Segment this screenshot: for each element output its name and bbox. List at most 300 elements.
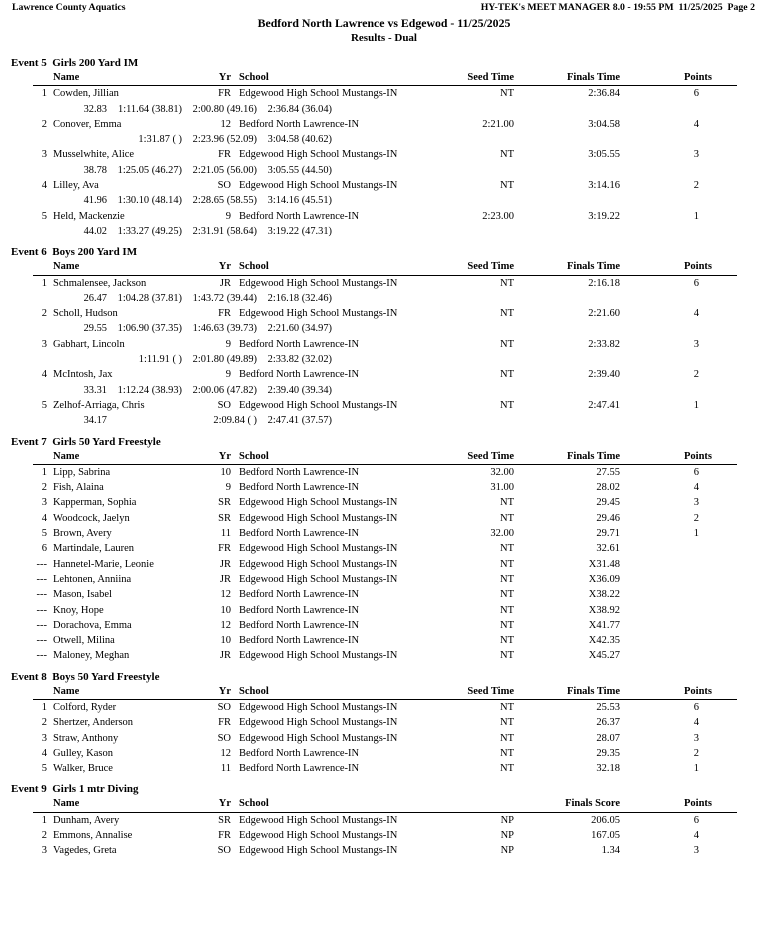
- yr-cell: FR: [218, 543, 231, 555]
- school-cell: Bedford North Lawrence-IN: [239, 369, 360, 381]
- place-cell: 3: [41, 497, 47, 509]
- result-row: [33, 480, 737, 495]
- column-header-points: Points: [683, 72, 712, 83]
- finals-cell: X42.35: [588, 635, 620, 647]
- place-cell: 5: [41, 210, 47, 222]
- split-cell: 44.02: [83, 225, 107, 237]
- school-cell: Edgewood High School Mustangs-IN: [239, 180, 398, 192]
- name-cell: Zelhof-Arriaga, Chris: [53, 399, 145, 411]
- school-cell: Edgewood High School Mustangs-IN: [239, 814, 398, 826]
- seed-cell: NT: [500, 573, 514, 585]
- result-row: [33, 541, 737, 556]
- place-cell: 3: [41, 149, 47, 161]
- column-header-school: School: [239, 685, 269, 697]
- points-cell: [620, 618, 737, 633]
- seed-cell: NT: [500, 619, 514, 631]
- column-header-place: [33, 449, 47, 464]
- split-cell: 2:00.80 (49.16): [192, 103, 257, 115]
- points-cell: [620, 648, 737, 663]
- result-row: [33, 465, 737, 480]
- name-cell: Otwell, Milina: [53, 635, 115, 647]
- column-header-name: Name: [53, 261, 80, 273]
- column-header-place: [33, 259, 47, 274]
- finals-cell: 29.35: [596, 747, 620, 759]
- column-header-row: [33, 796, 737, 812]
- split-cell: 2:00.06 (47.82): [192, 384, 257, 396]
- result-row: [33, 700, 737, 715]
- split-cell: 1:31.87 ( ): [138, 134, 182, 146]
- split-cell: 2:36.84 (36.04): [267, 103, 332, 115]
- yr-cell: 12: [220, 118, 231, 130]
- splits-row: [33, 193, 768, 208]
- finals-cell: 29.46: [596, 512, 620, 524]
- school-cell: Edgewood High School Mustangs-IN: [239, 543, 398, 555]
- finals-cell: 3:04.58: [588, 118, 620, 130]
- event-section: [0, 56, 768, 239]
- finals-cell: 2:33.82: [588, 338, 620, 350]
- result-row: [33, 557, 737, 572]
- seed-cell: 31.00: [490, 482, 514, 494]
- name-cell: Kapperman, Sophia: [53, 497, 137, 509]
- points-cell: [620, 603, 737, 618]
- column-header-seed: Seed Time: [467, 450, 514, 462]
- column-header-yr: Yr: [218, 685, 231, 697]
- splits-row: [33, 383, 768, 398]
- result-row: [33, 117, 737, 132]
- event-title: Event 5 Girls 200 Yard IM: [11, 57, 139, 69]
- column-header-school: School: [239, 261, 269, 273]
- split-cell: 3:04.58 (40.62): [267, 134, 332, 146]
- name-cell: Mason, Isabel: [53, 589, 112, 601]
- split-cell: 1:25.05 (46.27): [117, 164, 182, 176]
- event-title: Event 9 Girls 1 mtr Diving: [11, 783, 139, 796]
- place-cell: 2: [41, 482, 47, 494]
- column-header-points: Points: [683, 685, 712, 697]
- school-cell: Edgewood High School Mustangs-IN: [239, 558, 398, 570]
- points-cell: 3: [693, 338, 699, 350]
- seed-cell: NT: [500, 308, 514, 320]
- place-cell: ---: [36, 604, 47, 616]
- school-cell: Bedford North Lawrence-IN: [239, 528, 360, 540]
- school-cell: Bedford North Lawrence-IN: [239, 589, 360, 601]
- result-row: [33, 178, 737, 193]
- seed-cell: NT: [500, 497, 514, 509]
- event-section: [0, 245, 768, 428]
- points-cell: 4: [693, 118, 699, 130]
- points-cell: 6: [693, 814, 699, 826]
- split-cell: 33.31: [83, 384, 107, 396]
- yr-cell: SO: [217, 732, 231, 744]
- split-cell: 2:21.60 (34.97): [267, 323, 332, 335]
- school-cell: Edgewood High School Mustangs-IN: [239, 512, 398, 524]
- name-cell: McIntosh, Jax: [53, 369, 113, 381]
- points-cell: 1: [693, 210, 699, 222]
- result-row: [33, 572, 737, 587]
- name-cell: Woodcock, Jaelyn: [53, 512, 130, 524]
- split-cell: 3:14.16 (45.51): [267, 195, 332, 207]
- seed-cell: NP: [500, 814, 514, 826]
- split-cell: 1:46.63 (39.73): [192, 323, 257, 335]
- seed-cell: NT: [500, 149, 514, 161]
- split-cell: 2:33.82 (32.02): [267, 354, 332, 366]
- result-row: [33, 337, 737, 352]
- school-cell: Edgewood High School Mustangs-IN: [239, 845, 398, 857]
- finals-cell: 206.05: [591, 814, 620, 826]
- school-cell: Edgewood High School Mustangs-IN: [239, 149, 398, 161]
- org-name: Lawrence County Aquatics: [12, 2, 126, 13]
- points-cell: [620, 587, 737, 602]
- school-cell: Bedford North Lawrence-IN: [239, 210, 360, 222]
- seed-cell: NP: [500, 830, 514, 842]
- finals-cell: 167.05: [591, 830, 620, 842]
- place-cell: 2: [41, 830, 47, 842]
- yr-cell: 9: [225, 482, 231, 494]
- yr-cell: 9: [225, 369, 231, 381]
- yr-cell: 10: [220, 604, 231, 616]
- column-header-row: [33, 684, 737, 700]
- place-cell: ---: [36, 619, 47, 631]
- name-cell: Dorachova, Emma: [53, 619, 132, 631]
- place-cell: 1: [41, 814, 47, 826]
- school-cell: Edgewood High School Mustangs-IN: [239, 88, 398, 100]
- name-cell: Lipp, Sabrina: [53, 466, 111, 478]
- place-cell: 5: [41, 763, 47, 775]
- finals-cell: 2:47.41: [588, 399, 620, 411]
- place-cell: ---: [36, 589, 47, 601]
- split-cell: 3:19.22 (47.31): [267, 225, 332, 237]
- column-header-name: Name: [53, 798, 80, 810]
- result-row: [33, 147, 737, 162]
- finals-cell: 2:16.18: [588, 277, 620, 289]
- splits-row: [33, 163, 768, 178]
- seed-cell: NT: [500, 763, 514, 775]
- result-row: [33, 495, 737, 510]
- split-cell: 2:09.84 ( ): [213, 415, 257, 427]
- result-row: [33, 828, 737, 843]
- place-cell: 1: [41, 88, 47, 100]
- yr-cell: SR: [218, 497, 231, 509]
- splits-row: [33, 291, 768, 306]
- split-cell: 2:47.41 (37.57): [267, 415, 332, 427]
- name-cell: Martindale, Lauren: [53, 543, 135, 555]
- split-cell: 38.78: [83, 164, 107, 176]
- column-header-finals: Finals Time: [567, 72, 620, 83]
- split-cell: 1:04.28 (37.81): [117, 292, 182, 304]
- name-cell: Straw, Anthony: [53, 732, 119, 744]
- place-cell: 3: [41, 845, 47, 857]
- seed-cell: NT: [500, 635, 514, 647]
- yr-cell: SR: [218, 512, 231, 524]
- seed-cell: NT: [500, 747, 514, 759]
- place-cell: 5: [41, 528, 47, 540]
- points-cell: [620, 541, 737, 556]
- finals-cell: 1.34: [601, 845, 620, 857]
- seed-cell: 2:21.00: [482, 118, 514, 130]
- school-cell: Edgewood High School Mustangs-IN: [239, 650, 398, 662]
- points-cell: 1: [693, 763, 699, 775]
- event-title: Event 7 Girls 50 Yard Freestyle: [11, 435, 161, 448]
- points-cell: 4: [693, 830, 699, 842]
- column-header-yr: Yr: [218, 72, 231, 83]
- points-cell: 1: [693, 528, 699, 540]
- result-row: [33, 276, 737, 291]
- place-cell: 1: [41, 466, 47, 478]
- school-cell: Edgewood High School Mustangs-IN: [239, 399, 398, 411]
- place-cell: ---: [36, 635, 47, 647]
- column-header-finals: Finals Time: [567, 261, 620, 273]
- school-cell: Edgewood High School Mustangs-IN: [239, 717, 398, 729]
- column-header-name: Name: [53, 450, 80, 462]
- yr-cell: FR: [218, 88, 231, 100]
- school-cell: Edgewood High School Mustangs-IN: [239, 732, 398, 744]
- name-cell: Dunham, Avery: [53, 814, 120, 826]
- seed-cell: NT: [500, 717, 514, 729]
- name-cell: Colford, Ryder: [53, 701, 117, 713]
- finals-cell: 27.55: [596, 466, 620, 478]
- finals-cell: 26.37: [596, 717, 620, 729]
- place-cell: ---: [36, 558, 47, 570]
- yr-cell: 10: [220, 635, 231, 647]
- finals-cell: 3:14.16: [588, 180, 620, 192]
- finals-cell: 32.18: [596, 763, 620, 775]
- split-cell: [33, 132, 107, 147]
- event-section: [0, 435, 768, 664]
- school-cell: Edgewood High School Mustangs-IN: [239, 573, 398, 585]
- splits-row: [33, 413, 768, 428]
- place-cell: 4: [41, 747, 47, 759]
- seed-cell: 2:23.00: [482, 210, 514, 222]
- seed-cell: NT: [500, 589, 514, 601]
- split-cell: 1:33.27 (49.25): [117, 225, 182, 237]
- school-cell: Bedford North Lawrence-IN: [239, 604, 360, 616]
- page-header: [0, 0, 768, 14]
- result-row: [33, 633, 737, 648]
- seed-cell: NT: [500, 558, 514, 570]
- result-row: [33, 587, 737, 602]
- name-cell: Shertzer, Anderson: [53, 717, 134, 729]
- school-cell: Bedford North Lawrence-IN: [239, 763, 360, 775]
- seed-cell: NT: [500, 650, 514, 662]
- school-cell: Bedford North Lawrence-IN: [239, 482, 360, 494]
- name-cell: Fish, Alaina: [53, 482, 104, 494]
- yr-cell: 11: [220, 763, 231, 775]
- school-cell: Bedford North Lawrence-IN: [239, 466, 360, 478]
- place-cell: 1: [41, 701, 47, 713]
- split-cell: 29.55: [83, 323, 107, 335]
- splits-row: [33, 132, 768, 147]
- yr-cell: FR: [218, 717, 231, 729]
- points-cell: 2: [693, 512, 699, 524]
- split-cell: 41.96: [83, 195, 107, 207]
- result-row: [33, 511, 737, 526]
- seed-cell: NT: [500, 88, 514, 100]
- result-row: [33, 618, 737, 633]
- seed-cell: NT: [500, 369, 514, 381]
- points-cell: 2: [693, 747, 699, 759]
- name-cell: Schmalensee, Jackson: [53, 277, 147, 289]
- school-cell: Edgewood High School Mustangs-IN: [239, 497, 398, 509]
- yr-cell: JR: [219, 277, 231, 289]
- yr-cell: 10: [220, 466, 231, 478]
- name-cell: Gabhart, Lincoln: [53, 338, 125, 350]
- result-row: [33, 86, 737, 101]
- finals-cell: X38.92: [588, 604, 620, 616]
- points-cell: 2: [693, 369, 699, 381]
- column-header-points: Points: [683, 798, 712, 810]
- finals-cell: 3:19.22: [588, 210, 620, 222]
- school-cell: Edgewood High School Mustangs-IN: [239, 830, 398, 842]
- place-cell: 2: [41, 717, 47, 729]
- result-row: [33, 367, 737, 382]
- seed-cell: NT: [500, 277, 514, 289]
- finals-cell: 28.07: [596, 732, 620, 744]
- column-header-points: Points: [683, 450, 712, 462]
- points-cell: 3: [693, 149, 699, 161]
- yr-cell: 9: [225, 210, 231, 222]
- result-row: [33, 603, 737, 618]
- meet-title: Bedford North Lawrence vs Edgewod - 11/25/2025: [257, 16, 511, 30]
- split-cell: 2:23.96 (52.09): [192, 134, 257, 146]
- finals-cell: 2:36.84: [588, 88, 620, 100]
- split-cell: 1:11.64 (38.81): [118, 103, 182, 115]
- seed-cell: 32.00: [490, 528, 514, 540]
- finals-cell: X45.27: [588, 650, 620, 662]
- event-section: [0, 670, 768, 777]
- finals-cell: 2:39.40: [588, 369, 620, 381]
- school-cell: Bedford North Lawrence-IN: [239, 747, 360, 759]
- seed-cell: 32.00: [490, 466, 514, 478]
- finals-cell: X41.77: [588, 619, 620, 631]
- result-row: [33, 398, 737, 413]
- column-header-finals: Finals Score: [565, 798, 620, 810]
- column-header-school: School: [239, 72, 269, 83]
- place-cell: 2: [41, 308, 47, 320]
- splits-row: [33, 224, 768, 239]
- finals-cell: X31.48: [588, 558, 620, 570]
- results-subtitle: Results - Dual: [350, 32, 417, 44]
- column-header-seed: Seed Time: [467, 261, 514, 273]
- column-header-school: School: [239, 798, 269, 810]
- column-header-yr: Yr: [218, 450, 231, 462]
- yr-cell: 12: [220, 747, 231, 759]
- column-header-row: [33, 259, 737, 275]
- school-cell: Bedford North Lawrence-IN: [239, 635, 360, 647]
- yr-cell: JR: [219, 558, 231, 570]
- points-cell: 6: [693, 88, 699, 100]
- split-cell: 1:30.10 (48.14): [117, 195, 182, 207]
- school-cell: Bedford North Lawrence-IN: [239, 118, 360, 130]
- split-cell: 2:21.05 (56.00): [192, 164, 257, 176]
- split-cell: 34.17: [83, 415, 107, 427]
- points-cell: 3: [693, 732, 699, 744]
- name-cell: Lilley, Ava: [53, 180, 99, 192]
- yr-cell: SO: [217, 701, 231, 713]
- place-cell: 4: [41, 512, 47, 524]
- school-cell: Edgewood High School Mustangs-IN: [239, 308, 398, 320]
- result-row: [33, 648, 737, 663]
- place-cell: 4: [41, 180, 47, 192]
- points-cell: 2: [693, 180, 699, 192]
- yr-cell: SO: [217, 399, 231, 411]
- yr-cell: 11: [220, 528, 231, 540]
- place-cell: 3: [41, 338, 47, 350]
- event-section: [0, 782, 768, 858]
- seed-cell: NT: [500, 512, 514, 524]
- finals-cell: 2:21.60: [588, 308, 620, 320]
- result-row: [33, 306, 737, 321]
- split-cell: 1:12.24 (38.93): [117, 384, 182, 396]
- name-cell: Walker, Bruce: [53, 763, 113, 775]
- yr-cell: SO: [217, 180, 231, 192]
- result-row: [33, 731, 737, 746]
- name-cell: Knoy, Hope: [53, 604, 104, 616]
- event-title: Event 8 Boys 50 Yard Freestyle: [11, 670, 160, 683]
- result-row: [33, 843, 737, 858]
- school-cell: Edgewood High School Mustangs-IN: [239, 701, 398, 713]
- column-header-row: [33, 70, 737, 86]
- seed-cell: NT: [500, 338, 514, 350]
- name-cell: Emmons, Annalise: [53, 830, 133, 842]
- finals-cell: X38.22: [588, 589, 620, 601]
- result-row: [33, 526, 737, 541]
- yr-cell: SO: [217, 845, 231, 857]
- result-row: [33, 813, 737, 828]
- points-cell: 4: [693, 482, 699, 494]
- column-header-finals: Finals Time: [567, 685, 620, 697]
- column-header-seed: Seed Time: [467, 685, 514, 697]
- name-cell: Vagedes, Greta: [53, 845, 117, 857]
- finals-cell: 25.53: [596, 701, 620, 713]
- split-cell: [107, 413, 182, 428]
- school-cell: Bedford North Lawrence-IN: [239, 619, 360, 631]
- yr-cell: 12: [220, 589, 231, 601]
- column-header-name: Name: [53, 72, 80, 83]
- points-cell: 6: [693, 466, 699, 478]
- place-cell: 3: [41, 732, 47, 744]
- place-cell: 5: [41, 399, 47, 411]
- yr-cell: JR: [219, 650, 231, 662]
- split-cell: 26.47: [83, 292, 107, 304]
- seed-cell: NT: [500, 701, 514, 713]
- result-row: [33, 209, 737, 224]
- name-cell: Scholl, Hudson: [53, 308, 118, 320]
- yr-cell: JR: [219, 573, 231, 585]
- yr-cell: FR: [218, 149, 231, 161]
- finals-cell: 28.02: [596, 482, 620, 494]
- finals-cell: 29.45: [596, 497, 620, 509]
- points-cell: 1: [693, 399, 699, 411]
- event-title: Event 6 Boys 200 Yard IM: [11, 246, 138, 259]
- generator-info: HY-TEK's MEET MANAGER 8.0 - 19:55 PM 11/25/2025 Page 2: [480, 2, 755, 13]
- result-row: [33, 746, 737, 761]
- seed-cell: NT: [500, 399, 514, 411]
- seed-cell: NP: [500, 845, 514, 857]
- name-cell: Lehtonen, Anniina: [53, 573, 132, 585]
- splits-row: [33, 102, 768, 117]
- split-cell: 2:39.40 (39.34): [267, 384, 332, 396]
- yr-cell: 12: [220, 619, 231, 631]
- column-header-place: [33, 70, 47, 85]
- split-cell: 2:16.18 (32.46): [267, 292, 332, 304]
- splits-row: [33, 321, 768, 336]
- yr-cell: 9: [225, 338, 231, 350]
- name-cell: Maloney, Meghan: [53, 650, 130, 662]
- column-header-points: Points: [683, 261, 712, 273]
- finals-cell: 3:05.55: [588, 149, 620, 161]
- column-header-seed: [448, 796, 514, 811]
- points-cell: 4: [693, 717, 699, 729]
- yr-cell: FR: [218, 308, 231, 320]
